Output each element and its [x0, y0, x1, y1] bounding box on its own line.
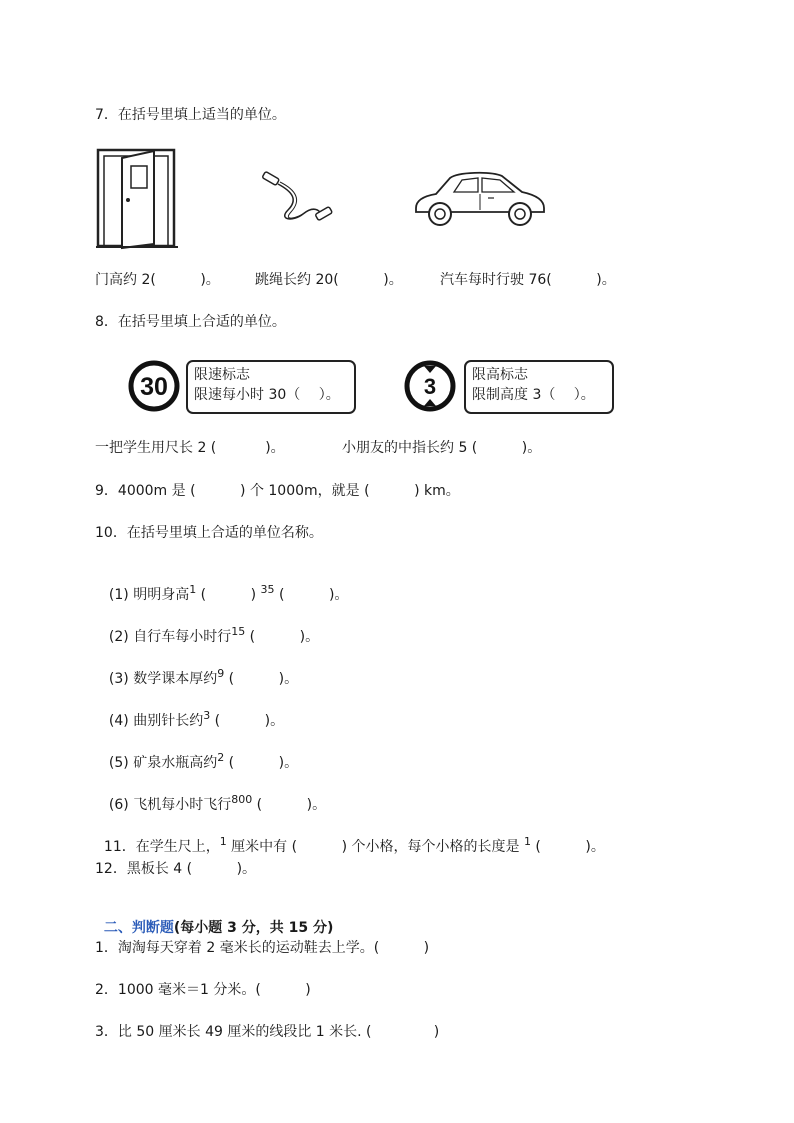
- speed-limit-sign-icon: [128, 360, 180, 412]
- q11-text: 11．在学生尺上，$^1$ 厘米中有 ( ) 个小格，每个小格的长度是 $^1$ ( )。: [103, 835, 605, 855]
- judge-question: 1．淘淘每天穿着 2 毫米长的运动鞋去上学。( ): [95, 940, 430, 956]
- speed-sign-title: 限速标志: [194, 367, 250, 383]
- height-sign-text: 限制高度 3（ ）。: [472, 387, 595, 403]
- judge-question: 3．比 50 厘米长 49 厘米的线段比 1 米长. ( ): [95, 1024, 440, 1040]
- q12-text: 12．黑板长 4 ( )。: [95, 861, 257, 877]
- q10-title: 10．在括号里填上合适的单位名称。: [95, 525, 323, 541]
- q8-title: 8．在括号里填上合适的单位。: [95, 314, 286, 330]
- door-height-label: 门高约 2( )。: [95, 272, 220, 288]
- jump-rope-icon: [258, 170, 338, 230]
- height-sign-title: 限高标志: [472, 367, 528, 383]
- car-speed-label: 汽车每时行驶 76( )。: [440, 272, 616, 288]
- section-score-note: (每小题 3 分，共 15 分): [173, 920, 334, 936]
- q10-item: (4) 曲别针长约$^3$ ( )。: [108, 709, 285, 729]
- rope-length-label: 跳绳长约 20( )。: [255, 272, 403, 288]
- finger-length-line: 小朋友的中指长约 5 ( )。: [342, 440, 542, 456]
- section-heading: [95, 898, 333, 938]
- q10-item: (3) 数学课本厚约$^9$ ( )。: [108, 667, 299, 687]
- judge-question: 2．1000 毫米＝1 分米。( ): [95, 982, 311, 998]
- section-title: 二、判断题: [103, 920, 174, 936]
- car-icon: [410, 168, 550, 230]
- q10-item: (2) 自行车每小时行$^{15}$ ( )。: [108, 625, 320, 645]
- height-limit-sign-icon: [404, 360, 456, 412]
- speed-limit-number: 30: [140, 373, 168, 401]
- q10-item: (5) 矿泉水瓶高约$^2$ ( )。: [108, 751, 299, 771]
- ruler-length-line: 一把学生用尺长 2 ( )。: [95, 440, 285, 456]
- q7-title: 7．在括号里填上适当的单位。: [95, 107, 286, 123]
- speed-sign-text: 限速每小时 30（ ）。: [194, 387, 340, 403]
- q9-text: 9．4000m 是 ( ) 个 1000m，就是 ( ) km。: [95, 483, 460, 499]
- q10-item: (6) 飞机每小时飞行$^{800}$ ( )。: [108, 793, 327, 813]
- q10-item: (1) 明明身高$^1$ ( ) $^{35}$ ( )。: [108, 583, 349, 603]
- height-limit-number: 3: [423, 374, 437, 399]
- door-icon: [96, 148, 178, 248]
